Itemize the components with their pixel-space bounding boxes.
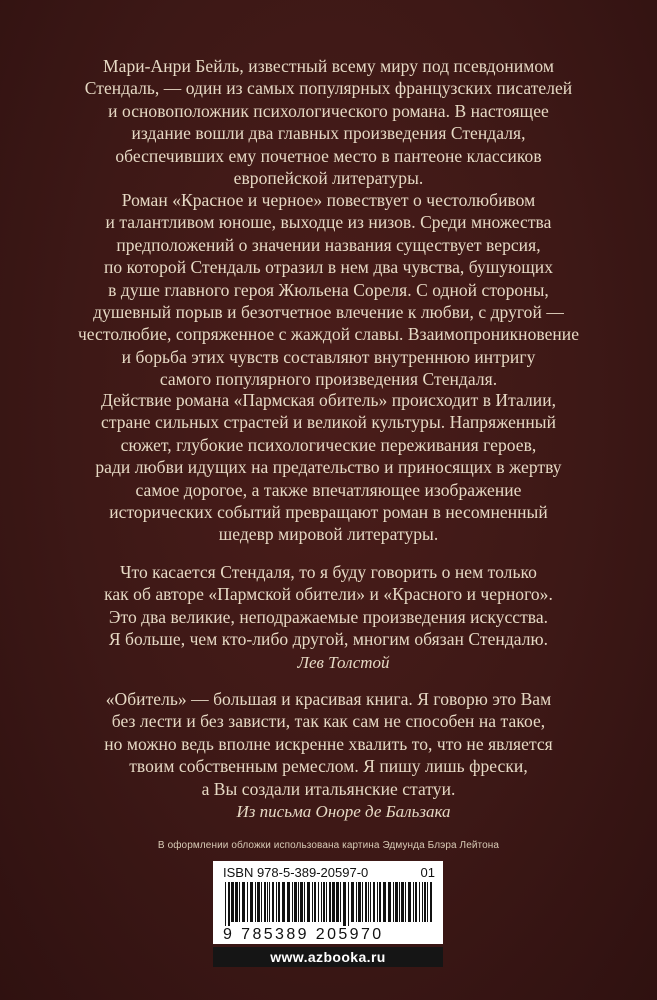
quote-line: твоим собственным ремеслом. Я пишу лишь фрески, bbox=[129, 756, 528, 777]
text-line: Мари-Анри Бейль, известный всему миру под псевдонимом bbox=[103, 56, 554, 76]
barcode-bar bbox=[247, 882, 248, 922]
barcode-bar bbox=[351, 882, 354, 922]
text-line: самого популярного произведения Стендаля. bbox=[159, 369, 498, 390]
barcode-bar bbox=[276, 882, 277, 922]
barcode-bar bbox=[415, 882, 417, 922]
barcode-bar bbox=[383, 882, 386, 922]
description-paragraph-1 bbox=[0, 55, 657, 189]
barcode-bar bbox=[422, 882, 423, 922]
quote-line: «Обитель» — большая и красивая книга. Я говорю это Вам bbox=[105, 689, 552, 709]
barcode-bar bbox=[340, 882, 341, 922]
text-line: и борьба этих чувств составляют внутреннюю интригу bbox=[121, 346, 536, 367]
barcode-bar bbox=[255, 882, 256, 922]
barcode-bar bbox=[348, 882, 349, 926]
barcode-bar bbox=[368, 882, 369, 922]
barcode-bar bbox=[257, 882, 260, 922]
barcode-bar bbox=[323, 882, 325, 922]
text-line: в душе главного героя Жюльена Сореля. С одной стороны, bbox=[108, 279, 549, 300]
barcode-bar bbox=[356, 882, 357, 922]
quote-line: как об авторе «Пармской обители» и «Красного и черного». bbox=[104, 584, 553, 605]
barcode-bar bbox=[388, 882, 391, 922]
quote-line: Это два великие, неподражаемые произведения искусства. bbox=[108, 606, 549, 627]
text-line: и основоположник психологического романа. В настоящее bbox=[108, 100, 549, 121]
barcode-bar bbox=[332, 882, 335, 922]
barcode-bar bbox=[225, 882, 226, 926]
quote-line: Что касается Стендаля, то я буду говорить о нем только bbox=[120, 562, 537, 582]
isbn-barcode bbox=[213, 861, 443, 944]
isbn-number: ISBN 978-5-389-20597-0 bbox=[223, 865, 369, 880]
text-line: честолюбие, сопряженное с жаждой славы. Взаимопроникновение bbox=[77, 324, 580, 345]
barcode-bar bbox=[401, 882, 404, 922]
barcode-bar bbox=[267, 882, 268, 922]
barcode-bar bbox=[287, 882, 290, 922]
quote-balzac bbox=[0, 688, 657, 824]
description-paragraph-2 bbox=[0, 189, 657, 391]
barcode-bar bbox=[300, 882, 303, 922]
barcode-bar bbox=[379, 882, 381, 922]
barcode-bar bbox=[373, 882, 375, 922]
text-line: шедевр мировой литературы. bbox=[218, 524, 439, 545]
barcode-bar bbox=[282, 882, 285, 922]
barcode-bar bbox=[239, 882, 240, 922]
barcode-bar bbox=[430, 882, 432, 922]
text-line: и талантливом юноше, выходце из низов. Среди множества bbox=[105, 212, 552, 233]
text-line: ради любви идущих на предательство и приносящих в жертву bbox=[95, 457, 562, 478]
text-line: по которой Стендаль отразил в нем два чувства, бушующих bbox=[103, 257, 554, 278]
quote-line: без лести и без зависти, так как сам не способен на такое, bbox=[111, 711, 546, 732]
barcode-bar bbox=[264, 882, 266, 922]
text-line: сюжет, глубокие психологические переживания героев, bbox=[120, 434, 537, 455]
text-line: Действие романа «Пармская обитель» происходит в Италии, bbox=[100, 390, 557, 410]
barcode-bar bbox=[343, 882, 346, 926]
barcode-bar bbox=[250, 882, 253, 922]
text-line: исторических событий превращают роман в несомненный bbox=[109, 502, 548, 523]
barcode-bar bbox=[312, 882, 313, 922]
quote-line: но можно ведь вполне искренне хвалить то, что не является bbox=[104, 733, 553, 754]
barcode-bar bbox=[358, 882, 361, 922]
barcode-bar bbox=[269, 882, 270, 922]
barcode-bar bbox=[365, 882, 367, 922]
text-line: Стендаль, — один из самых популярных французских писателей bbox=[84, 78, 573, 99]
barcode-bar bbox=[336, 882, 339, 922]
barcode-bar bbox=[272, 882, 274, 922]
isbn-addon: 01 bbox=[420, 865, 435, 880]
barcode-bar bbox=[424, 882, 426, 922]
text-line: стране сильных страстей и великой культуры. Напряженный bbox=[101, 412, 556, 433]
barcode-bar bbox=[304, 882, 305, 922]
quote-attribution: Лев Толстой bbox=[297, 652, 390, 672]
barcode-bar bbox=[427, 882, 428, 922]
barcode-bar bbox=[408, 882, 411, 922]
text-line: предположений о значении названия существует версия, bbox=[116, 234, 541, 255]
quote-tolstoy bbox=[0, 561, 657, 675]
quote-line: Я больше, чем кто-либо другой, многим обязан Стендалю. bbox=[108, 629, 549, 650]
barcode-bar bbox=[362, 882, 363, 922]
barcode-bar bbox=[318, 882, 319, 922]
barcode-bar bbox=[292, 882, 293, 922]
barcode-bar bbox=[329, 882, 331, 922]
barcode-bar bbox=[405, 882, 406, 922]
quote-line: а Вы создали итальянские статуи. bbox=[201, 778, 456, 799]
barcode-bar bbox=[307, 882, 310, 922]
barcode-bar bbox=[278, 882, 280, 922]
publisher-website: www.azbooka.ru bbox=[213, 947, 443, 967]
barcode-bar bbox=[314, 882, 316, 922]
barcode-bar bbox=[399, 882, 400, 922]
description-paragraph-3 bbox=[0, 389, 657, 546]
barcode-bar bbox=[261, 882, 262, 922]
quote-attribution: Из письма Оноре де Бальзака bbox=[236, 802, 451, 822]
barcode-bar bbox=[294, 882, 297, 922]
barcode-bar bbox=[235, 882, 238, 922]
barcode-bar bbox=[228, 882, 230, 926]
text-line: душевный порыв и безотчетное влечение к любви, с другой — bbox=[93, 302, 564, 323]
text-line: обеспечивших ему почетное место в пантеоне классиков bbox=[115, 145, 542, 166]
isbn-row bbox=[223, 865, 435, 880]
barcode-bar bbox=[377, 882, 378, 922]
text-line: европейской литературы. bbox=[233, 168, 424, 189]
text-line: самое дорогое, а также впечатляющее изображение bbox=[135, 479, 522, 500]
text-line: Роман «Красное и черное» повествует о честолюбивом bbox=[121, 190, 536, 210]
barcode-bar bbox=[419, 882, 420, 922]
barcode-bar bbox=[393, 882, 394, 922]
text-line: издание вошли два главных произведения Стендаля, bbox=[131, 123, 526, 144]
barcode-bar bbox=[370, 882, 371, 922]
barcode-bar bbox=[413, 882, 414, 922]
barcode-bar bbox=[321, 882, 322, 922]
barcode-bar bbox=[395, 882, 398, 922]
barcode-bar bbox=[231, 882, 234, 922]
ean-digits: 9 785389 205970 bbox=[223, 926, 384, 943]
barcode-bar bbox=[326, 882, 327, 922]
cover-art-credit: В оформлении обложки использована картина Эдмунда Блэра Лейтона bbox=[157, 840, 500, 851]
barcode-bars bbox=[223, 882, 435, 926]
barcode-bar bbox=[298, 882, 299, 922]
barcode-bar bbox=[242, 882, 245, 922]
